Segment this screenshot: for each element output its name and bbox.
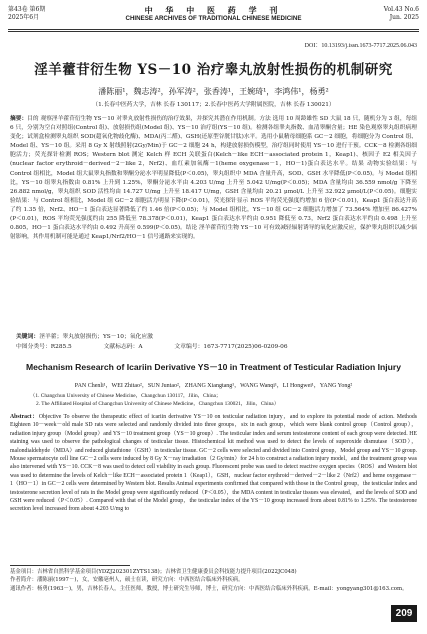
header-right — [384, 6, 419, 22]
date-en: Jun. 2025 — [389, 14, 419, 21]
footnote-fund: 基金项目：吉林省自然科学基金项目(YDZJ202301ZYTS138)；吉林省卫生健康委员会科技能力提升项目(2022JC048) — [10, 569, 297, 575]
footnotes — [10, 568, 417, 593]
keywords — [16, 331, 417, 340]
header-center — [8, 6, 419, 23]
affiliation-en-1: （1. Changchun University of Chinese Medicine，Changchun 130117，Jilin，China； — [30, 393, 222, 399]
footnote-author: 作者简介：潘陈丽(1997－)，女，安徽亳州人，硕士在读，研究方向：中西医结合临床外科疾病。 — [10, 577, 244, 584]
keywords-text: 淫羊藿；睾丸放射损伤；YS－10；氧化应激 — [39, 334, 153, 340]
footnote-corresponding: 通讯作者：杨勇(1963－)，男，吉林长春人，主任医师，教授，博士研究生导师，博士，研究方向：中西医结合临床外科疾病。E-mail：yongyang301@163.com。 — [10, 585, 408, 592]
abstract-cn — [10, 115, 417, 242]
affiliation-cn: （1.长春中医药大学，吉林 长春 130117；2.长春中医药大学附属医院，吉林 长春 130021） — [92, 102, 335, 108]
page-number: 209 — [391, 605, 417, 622]
date-cn: 2025年6月 — [8, 14, 40, 21]
article-number: 文章编号：1673-7717(2025)06-0209-06 — [174, 344, 288, 350]
authors-cn: 潘陈丽¹，魏志涛²，孙军涛²，张香涛¹，王婉琦¹，李鸿伟¹，杨勇² — [98, 87, 329, 96]
doi: DOI：10.13193/j.issn.1673-7717.2025.06.043 — [304, 43, 417, 49]
document-code: 文献标志码：A — [103, 344, 143, 350]
header-rule-thick — [8, 29, 419, 30]
footnote-rule — [10, 565, 130, 566]
abstract-cn-text: 目的 观察淫羊藿苷衍生物 YS－10 对睾丸放射性损伤的治疗效果，并探究其潜在作用机制。方法 选用 10 周龄雄性 SD 大鼠 18 只，随机分为 3 组，每组 6 只，分别为空白对照组(Control 组)、放射损伤组(Model 组)、YS－10 治疗组(YS－10 组)。检测各组睾丸指数、血清睾酮含量；HE 染色观察睾丸组织病理变化；试剂盒检测睾丸组织 SOD(超氧化物歧化酶)、MDA(丙二醛)、GSH(还原型谷胱甘肽)水平。选用小鼠精母细胞系 GC－2 细胞，将细胞分为 Control 组、Model 组、YS－10 组。采用 8 Gy X 射线照射(2Gy/Min)于 GC－2 细胞 24 h，构建放射损伤模型，治疗组同时使用 YS－10 进行干预。CCK－8 检测各组细胞活力；荧光探针检测 ROS；Western blot 测定 Kelch 样 ECH 关联蛋白(Kelch－like ECH－associated protein 1，Keap1)、核因子 E2 相关因子(nuclear factor erythroid－derived－2－like 2，Nrf2)、血红素加氧酶－1(heme oxygenase－1，HO－1)蛋白表达水平。结果 动物实验结果：与 Control 组相比，Model 组大鼠睾丸指数和睾酮分泌水平明显降低(P＜0.05)，睾丸组织中 MDA 含量升高，SOD、GSH 水平降低(P＜0.05)。与 Model 组相比，YS－10 组睾丸指数由 0.81% 上升到 1.25%，睾酮分泌水平由 4.203 U/mg 上升至 5.042 U/mg(P＜0.05)；MDA 含量均由 36.559 nmol/g 下降至 26.882 nmol/g，睾丸组织 SOD 活性均由 14.727 U/mg 上升至 18.417 U/mg，GSH 含量均由 20.21 μmol/L 上升至 32.922 μmol/L(P＜0.05)。细胞实验结果：与 Control 组相比，Model 组 GC－2 细胞活力明显下降(P＜0.01)，荧光探针显示 ROS 平均荧光强度约增加 6 倍(P＜0.01)，Keap1 蛋白表达升高了约 1.35 倍，Nrf2、HO－1 蛋白表达显著降低了约 1.46 倍(P＜0.05)；与 Model 组相比，YS－10 组 GC－2 细胞活力增加了 73.564% 增加至 86.427%(P＜0.01)，ROS 平均荧光强度约由 255 降低至 78.378(P＜0.01)，Keap1 蛋白表达水平约由 0.951 降低至 0.73，Nrf2 蛋白表达水平约由 0.498 上升至 0.805，HO－1 蛋白表达水平约由 0.492 升高至 0.599(P＜0.05)。结论 淫羊藿苷衍生物 YS－10 可有效减轻辐射诱导的氧化应激反应，保护睾丸组织以减少辐射影响，其作用机制可能是通过 Keap1/Nrf2/HO－1 信号通路来实现的。 — [10, 116, 418, 241]
volume-cn: 第43卷 第6期 — [8, 6, 46, 13]
classification-line — [16, 341, 417, 350]
abstract-en-label: Abstract： — [10, 414, 39, 420]
journal-name-en: CHINESE ARCHIVES OF TRADITIONAL CHINESE MEDICINE — [125, 15, 302, 22]
volume-en: Vol.43 No.6 — [383, 6, 419, 13]
keywords-label: 关键词： — [16, 334, 40, 340]
abstract-en — [10, 413, 417, 514]
clc-number: 中图分类号：R285.5 — [16, 344, 72, 350]
running-header — [8, 6, 419, 28]
article-title-cn: 淫羊藿苷衍生物 YS－10 治疗睾丸放射性损伤的机制研究 — [34, 62, 393, 78]
journal-name-cn: 中 华 中 医 药 学 刊 — [144, 5, 283, 15]
authors-en: PAN Chenli¹，WEI Zhitao²，SUN Juntao²，ZHANG Xiangtang¹，WANG Wanqi¹，LI Hongwei¹，YANG Yong² — [74, 383, 353, 389]
abstract-cn-label: 摘要： — [10, 116, 28, 122]
header-rule-thin — [8, 31, 419, 32]
affiliation-en-2: 2. The Affiliated Hospital of Changchun University of Chinese Medicine，Changchun 130021，Jilin，China） — [36, 401, 280, 407]
article-title-en: Mechanism Research of Icariin Derivative YS－10 in Treatment of Testicular Radiation Injury — [25, 362, 402, 372]
abstract-en-text: Objective To observe the therapeutic effect of icariin derivative YS－10 on testicular radiation injury，and to explore its potential mode of action. Methods Eighteen 10－week－old male SD rats were selected and randomly divided into three groups，six in each group，which were blank control group（Control group），radiation injury group（Model group）and YS－10 treatment group（YS－10 group）. The testicular index and serum testosterone content of each group were detected. HE staining was used to observe the pathological changes of testicular tissue. Histochemical kit method was used to detect the levels of superoxide dismutase（SOD），malondialdehyde（MDA）and reduced glutathione（GSH）in testicular tissue. GC－2 cells were selected and divided into Control group，Model group and YS－10 group. Mouse spermatocyte cell line GC－2 cells were induced by 8 Gy X－ray irradiation（2 Gy/min）for 24 h to construct a radiation injury model，and the treatment group was also intervened with YS－10. CCK－8 was used to detect cell viability in each group. Fluorescent probe was used to detect reactive oxygen species（ROS）and Western blot was used to determine the levels of Kelch－like ECH－associated protein 1（Keap1），GSH，nuclear factor erythroid－derived－2－like 2（Nrf2）and heme oxygenase－1（HO－1）in GC－2 cells were determined by Western blot. Results Animal experiments confirmed that compared with those in the Control group，the testicular index and testosterone secretion level of rats in the Model group were significantly reduced（P＜0.05），the MDA content in testicular tissues was elevated，and the levels of SOD and GSH were reduced（P＜0.05）. Compared with that of the Model group，the testicular index of the YS－10 group increased from about 0.81% to 1.25%. The testosterone secretion level increased from about 4.203 U/mg to — [10, 414, 417, 513]
affiliations-en — [30, 392, 397, 408]
